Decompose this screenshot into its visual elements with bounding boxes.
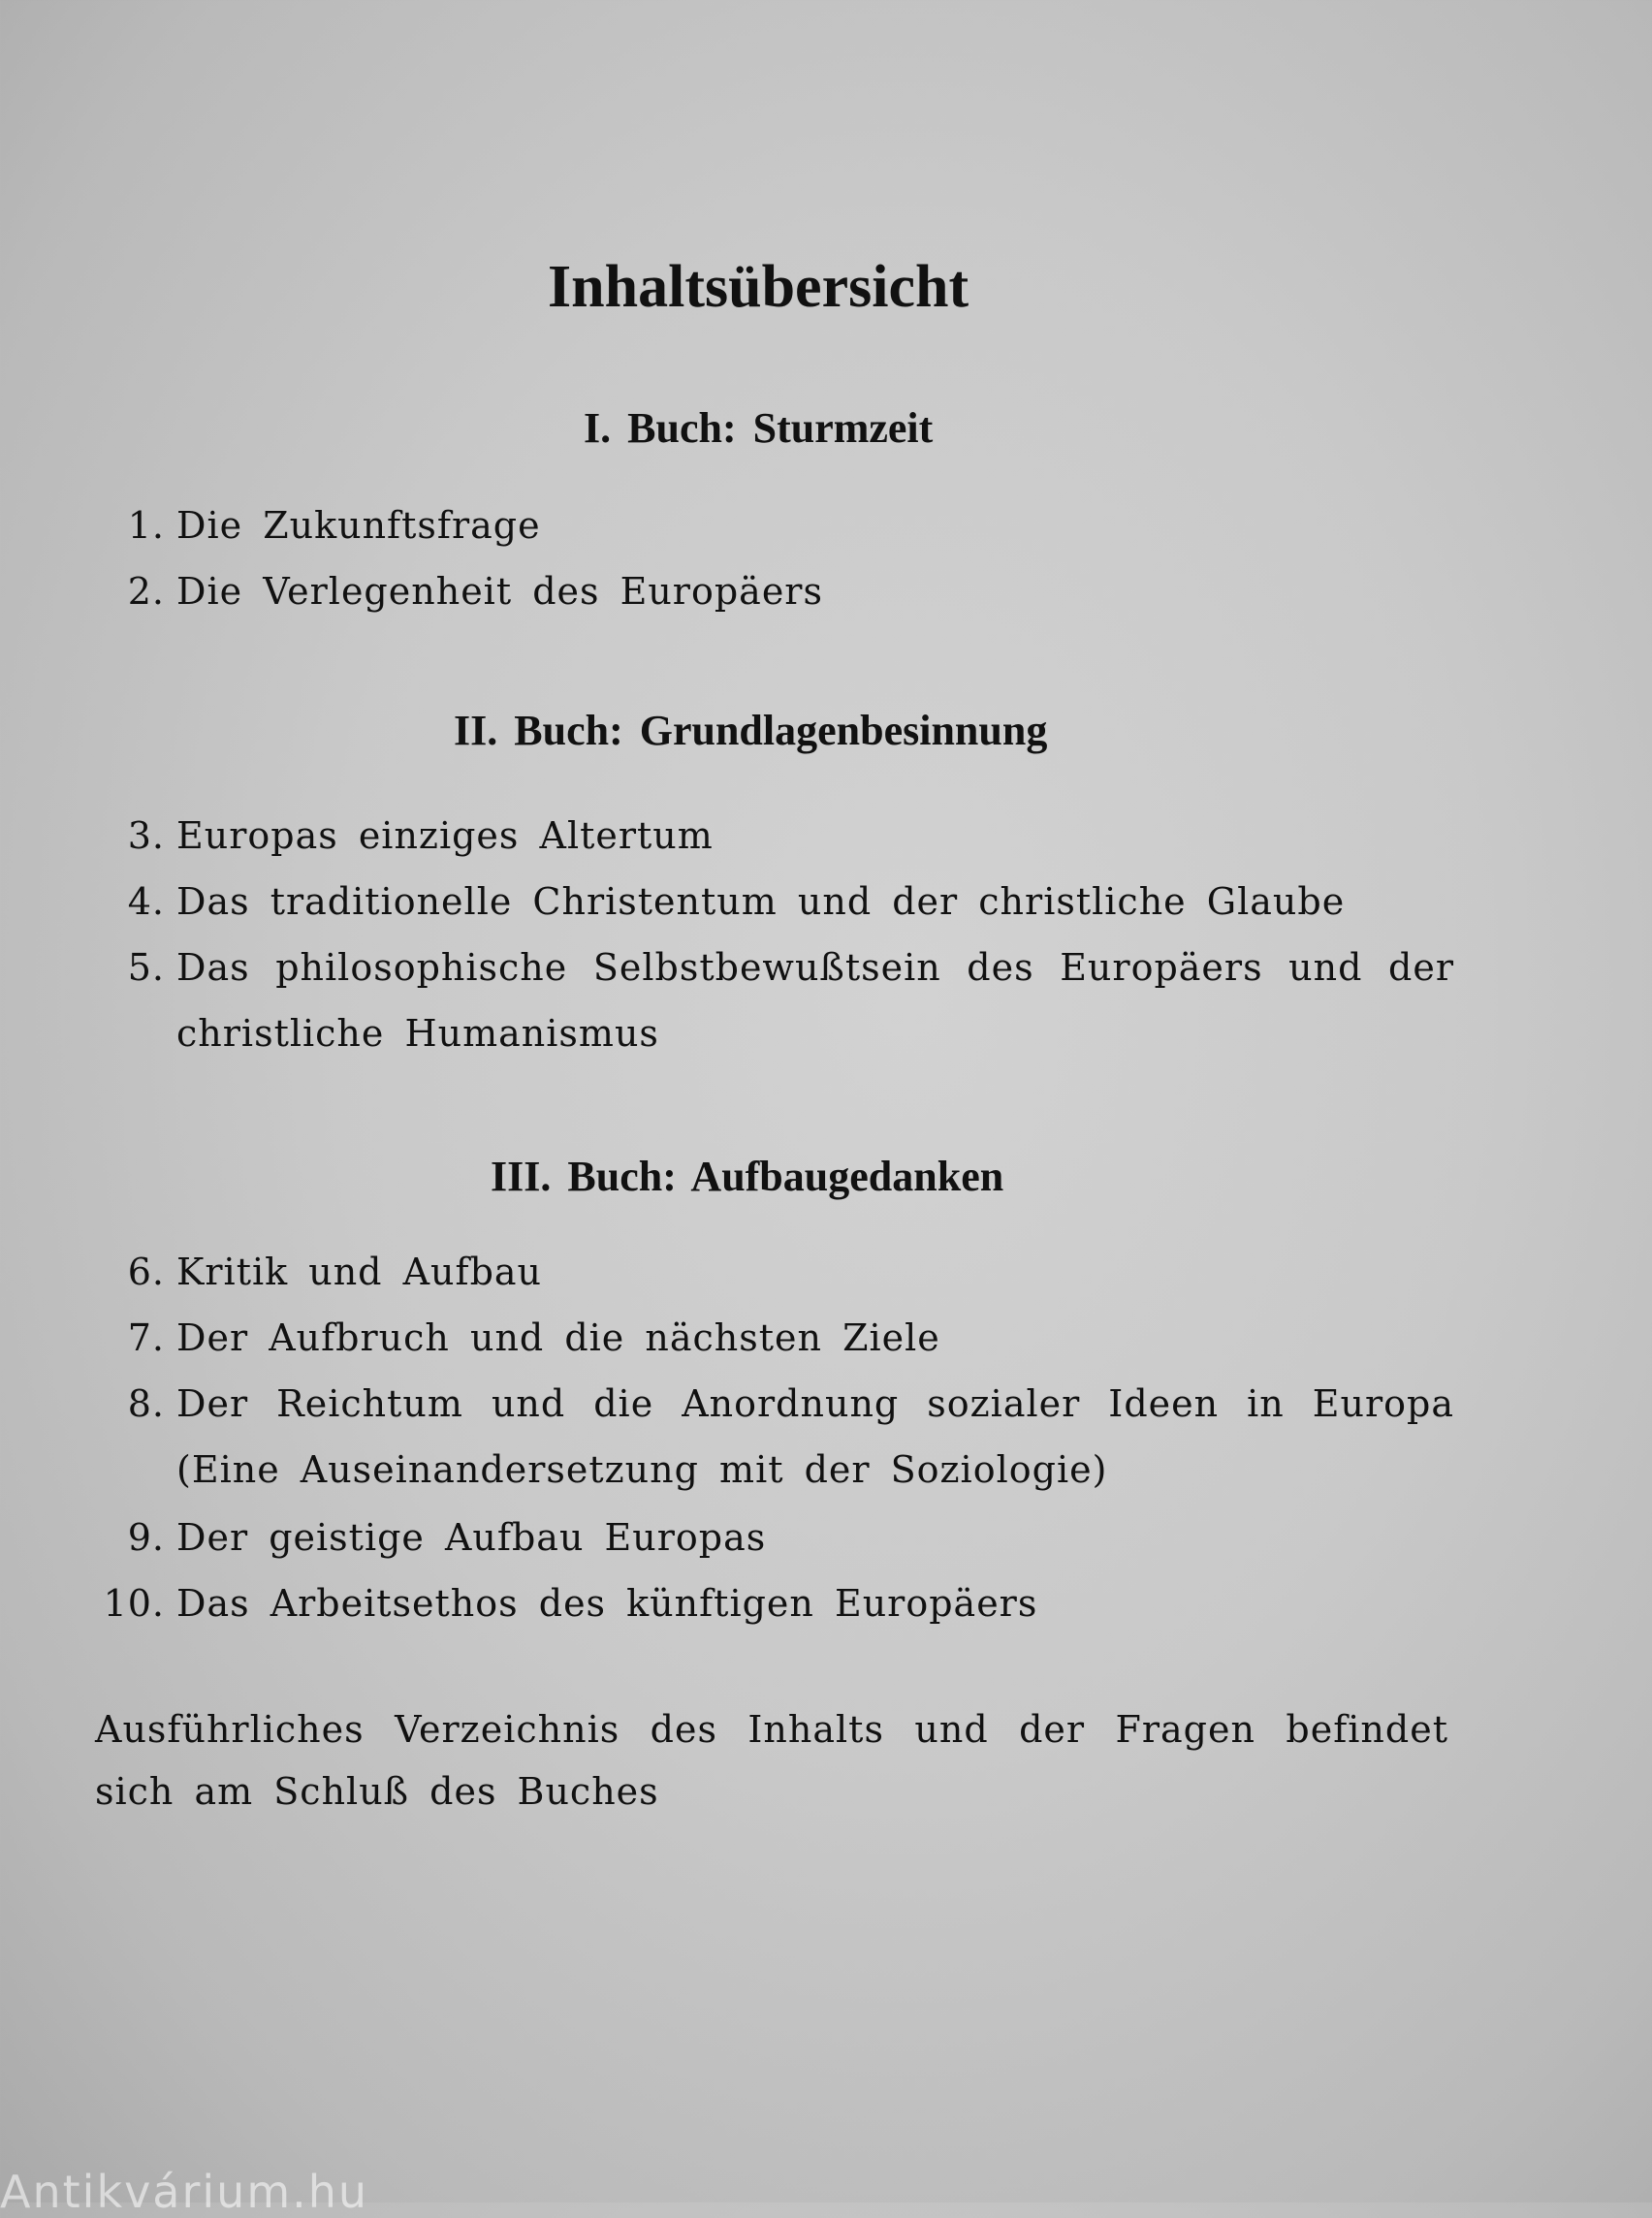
toc-entry-number: 2.	[127, 570, 165, 613]
toc-entry-title-line-1: Der Reichtum und die Anordnung sozialer Ideen in Europa	[176, 1382, 1454, 1425]
toc-entry	[87, 1371, 1454, 1503]
page-title: Inhaltsübersicht	[548, 254, 969, 320]
toc-entry-number: 5.	[127, 946, 165, 989]
book-3-heading: III. Buch: Aufbaugedanken	[491, 1153, 1004, 1200]
toc-entry-number: 3.	[127, 814, 165, 857]
toc-entry-title: Die Zukunftsfrage	[176, 504, 541, 547]
toc-entry-title-line-2: (Eine Auseinandersetzung mit der Soziologie)	[176, 1448, 1108, 1491]
contents-note-line-1: Ausführliches Verzeichnis des Inhalts und der Fragen befindet	[95, 1708, 1448, 1751]
toc-entry	[87, 935, 1454, 1066]
toc-entry-title-line-1: Das philosophische Selbstbewußtsein des Europäers und der	[176, 946, 1454, 989]
toc-entry-number: 9.	[127, 1516, 165, 1559]
toc-entry-number: 4.	[127, 880, 165, 923]
contents-note-line-2: sich am Schluß des Buches	[95, 1770, 659, 1813]
toc-entry-number: 8.	[127, 1382, 165, 1425]
toc-entry-title: Das Arbeitsethos des künftigen Europäers	[176, 1582, 1038, 1625]
toc-entry-title-line	[176, 935, 1454, 1000]
toc-entry-number: 1.	[127, 504, 165, 547]
toc-entry-title: Kritik und Aufbau	[176, 1251, 543, 1293]
toc-entry-title: Das traditionelle Christentum und der christliche Glaube	[176, 880, 1346, 923]
toc-entry-title: Der Aufbruch und die nächsten Ziele	[176, 1316, 940, 1359]
toc-entry-title: Der geistige Aufbau Europas	[176, 1516, 767, 1559]
toc-entry-number: 10.	[103, 1582, 165, 1625]
book-1-heading: I. Buch: Sturmzeit	[584, 404, 934, 452]
toc-entry-number: 7.	[127, 1316, 165, 1359]
contents-note	[95, 1698, 1448, 1822]
toc-entry-title: Europas einziges Altertum	[176, 814, 714, 857]
toc-entry-number: 6.	[127, 1251, 165, 1293]
book-2-heading: II. Buch: Grundlagenbesinnung	[454, 707, 1048, 754]
toc-entry-title-line-2: christliche Humanismus	[176, 1012, 659, 1055]
toc-entry-title: Die Verlegenheit des Europäers	[176, 570, 823, 613]
watermark: Antikvárium.hu	[0, 2166, 369, 2218]
toc-entry-title-line	[176, 1371, 1454, 1437]
